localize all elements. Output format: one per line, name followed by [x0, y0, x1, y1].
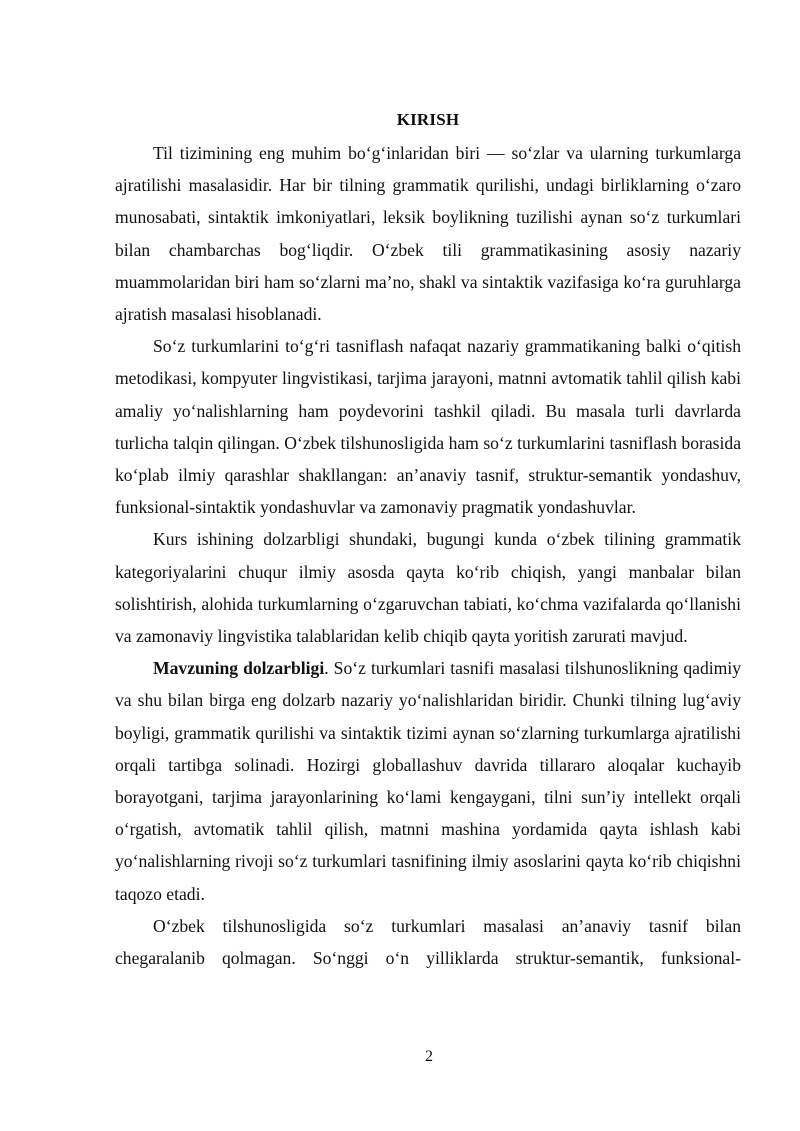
paragraph-4 — [115, 652, 741, 910]
page-number: 2 — [425, 1048, 433, 1065]
paragraph-5 — [115, 910, 741, 974]
paragraph-4-text: . So‘z turkumlari tasnifi masalasi tilshunoslikning qadimiy va shu bilan birga eng dolzarb nazariy yo‘nalishlaridan biridir. Chunki tilning lug‘aviy boyligi, grammatik qurilishi va sintaktik tizimi aynan so‘zlarning turkumlarga ajratilishi orqali tartibga solinadi. Hozirgi globallashuv davrida tillararo aloqalar kuchayib borayotgani, tarjima jarayonlarining ko‘lami kengaygani, tilni sun’iy intellekt orqali o‘rgatish, avtomatik tahlil qilish, matnni mashina yordamida qayta ishlash kabi yo‘nalishlarning rivoji so‘z turkumlari tasnifining ilmiy asoslarini qayta ko‘rib chiqishni taqozo etadi. — [115, 658, 742, 904]
paragraph-3 — [115, 523, 741, 652]
paragraph-3-text: Kurs ishining dolzarbligi shundaki, bugungi kunda o‘zbek tilining grammatik kategoriyalarini chuqur ilmiy asosda qayta ko‘rib chiqish, yangi manbalar bilan solishtirish, alohida turkumlarning o‘zgaruvchan tabiati, ko‘chma vazifalarda qo‘llanishi va zamonaviy lingvistika talablaridan kelib chiqib qayta yoritish zarurati mavjud. — [115, 529, 741, 647]
paragraph-2-text: So‘z turkumlarini to‘g‘ri tasniflash nafaqat nazariy grammatikaning balki o‘qitish metodikasi, kompyuter lingvistikasi, tarjima jarayoni, matnni avtomatik tahlil qilish kabi amaliy yo‘nalishlarning ham poydevorini tashkil qiladi. Bu masala turli davrlarda turlicha talqin qilingan. O‘zbek tilshunosligida ham so‘z turkumlarini tasniflash borasida ko‘plab ilmiy qarashlar shakllangan: an’anaviy tasnif, struktur-semantik yondashuv, funksional-sintaktik yondashuvlar va zamonaviy pragmatik yondashuvlar. — [115, 336, 741, 518]
body-text — [115, 137, 741, 974]
section-heading: KIRISH — [396, 110, 460, 129]
paragraph-1-text: Til tizimining eng muhim bo‘g‘inlaridan biri — so‘zlar va ularning turkumlarga ajratilishi masalasidir. Har bir tilning grammatik qurilishi, undagi birliklarning o‘zaro munosabati, sintaktik imkoniyatlari, leksik boylikning tuzilishi aynan so‘z turkumlari bilan chambarchas bog‘liqdir. O‘zbek tili grammatikasining asosiy nazariy muammolaridan biri ham so‘zlarni ma’no, shakl va sintaktik vazifasiga ko‘ra guruhlarga ajratish masalasi hisoblanadi. — [115, 143, 741, 325]
paragraph-1 — [115, 137, 741, 330]
paragraph-5-text: O‘zbek tilshunosligida so‘z turkumlari masalasi an’anaviy tasnif bilan chegaralanib qolmagan. So‘nggi o‘n yilliklarda struktur-semantik, funksional- — [115, 915, 741, 969]
paragraph-2 — [115, 330, 741, 523]
paragraph-4-bold-lead: Mavzuning dolzarbligi — [153, 658, 325, 679]
